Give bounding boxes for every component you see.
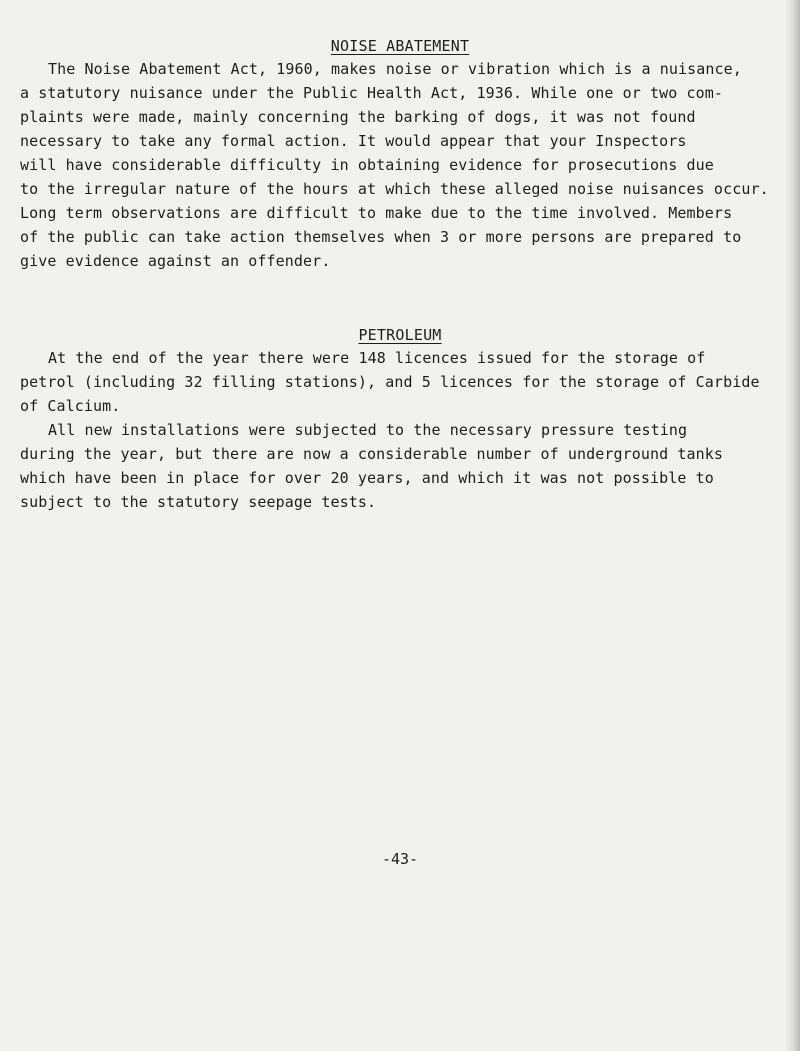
paragraph-line: of the public can take action themselves when 3 or more persons are prepared to (20, 228, 742, 246)
paragraph-line: All new installations were subjected to the necessary pressure testing (48, 421, 688, 439)
paragraph-line: to the irregular nature of the hours at which these alleged noise nuisances occur. (20, 180, 769, 198)
paragraph-line: which have been in place for over 20 years, and which it was not possible to (20, 469, 714, 487)
paragraph-line: a statutory nuisance under the Public Health Act, 1936. While one or two com- (20, 84, 724, 102)
paragraph-line: The Noise Abatement Act, 1960, makes noise or vibration which is a nuisance, (48, 60, 742, 78)
section-heading-petroleum: PETROLEUM (358, 326, 442, 344)
paragraph-line: At the end of the year there were 148 licences issued for the storage of (48, 349, 706, 367)
paragraph-line: give evidence against an offender. (20, 252, 331, 270)
paragraph-line: petrol (including 32 filling stations), and 5 licences for the storage of Carbide (20, 373, 760, 391)
paragraph-line: will have considerable difficulty in obtaining evidence for prosecutions due (20, 156, 714, 174)
page-number: -43- (381, 850, 419, 868)
page-edge-shadow (784, 0, 800, 1051)
paragraph-line: subject to the statutory seepage tests. (20, 493, 377, 511)
paragraph-line: during the year, but there are now a considerable number of underground tanks (20, 445, 724, 463)
paragraph-line: Long term observations are difficult to make due to the time involved. Members (20, 204, 733, 222)
paragraph-line: of Calcium. (20, 397, 121, 415)
section-heading-noise-abatement: NOISE ABATEMENT (330, 37, 470, 55)
paragraph-line: plaints were made, mainly concerning the barking of dogs, it was not found (20, 108, 696, 126)
paragraph-line: necessary to take any formal action. It would appear that your Inspectors (20, 132, 687, 150)
